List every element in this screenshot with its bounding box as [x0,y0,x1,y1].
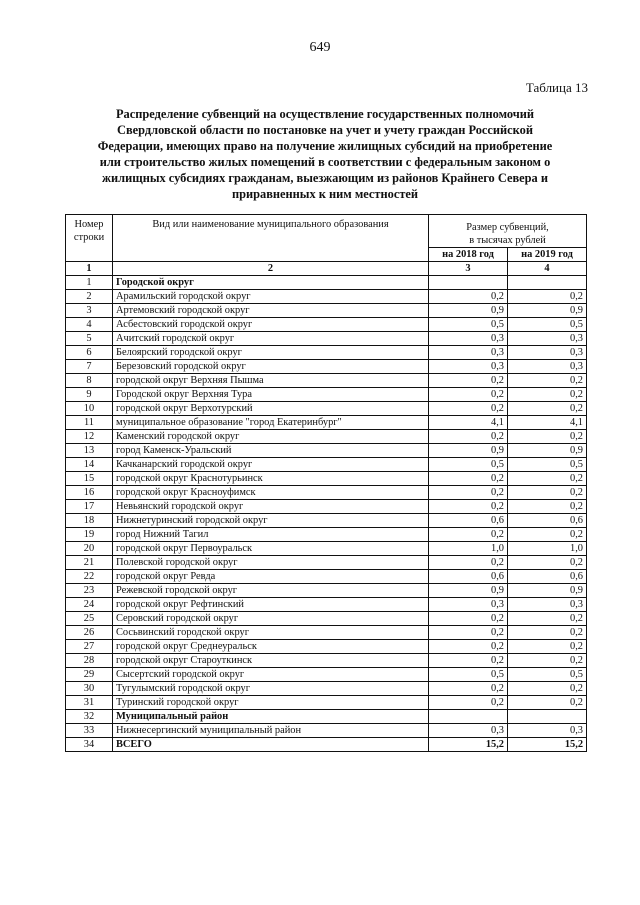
row-number-cell: 25 [66,612,113,626]
value-2019-cell: 0,2 [508,556,587,570]
title-line: Свердловской области по постановке на учет и учету граждан Российской [117,123,533,137]
column-index-3: 3 [429,262,508,276]
row-number-cell: 17 [66,500,113,514]
value-2019-cell: 0,2 [508,612,587,626]
municipality-name-cell: Нижнесергинский муниципальный район [113,724,429,738]
title-line: приравненных к ним местностей [231,187,419,201]
value-2018-cell: 0,9 [429,584,508,598]
municipality-name-cell: Муниципальный район [113,710,429,724]
table-row [66,374,587,388]
value-2019-cell: 0,9 [508,304,587,318]
value-2018-cell: 0,2 [429,696,508,710]
value-2019-cell: 0,3 [508,346,587,360]
value-2019-cell: 0,2 [508,682,587,696]
value-2019-cell: 0,2 [508,374,587,388]
value-2018-cell: 0,3 [429,598,508,612]
row-number-cell: 21 [66,556,113,570]
table-label: Таблица 13 [525,80,588,95]
municipality-name-cell: городской округ Староуткинск [113,654,429,668]
value-2018-cell: 0,2 [429,500,508,514]
value-2019-cell: 0,5 [508,318,587,332]
header-name: Вид или наименование муниципального образования [113,215,429,262]
row-number-cell: 19 [66,528,113,542]
value-2019-cell: 0,5 [508,668,587,682]
municipality-name-cell: Городской округ [113,276,429,290]
row-number-cell: 14 [66,458,113,472]
row-number-cell: 13 [66,444,113,458]
table-row [66,598,587,612]
row-number-cell: 29 [66,668,113,682]
value-2018-cell: 0,2 [429,472,508,486]
table-row [66,696,587,710]
row-number-cell: 2 [66,290,113,304]
row-number-cell: 26 [66,626,113,640]
table-row [66,738,587,752]
municipality-name-cell: Сосьвинский городской округ [113,626,429,640]
table-row [66,626,587,640]
value-2019-cell: 0,3 [508,360,587,374]
value-2018-cell: 0,9 [429,304,508,318]
row-number-cell: 16 [66,486,113,500]
value-2019-cell [508,710,587,724]
table-body [66,276,587,752]
value-2018-cell: 0,6 [429,570,508,584]
municipality-name-cell: городской округ Первоуральск [113,542,429,556]
table-row [66,710,587,724]
table-row [66,556,587,570]
title-line: или строительство жилых помещений в соответствии с федеральным законом о [99,155,551,169]
municipality-name-cell: Сысертский городской округ [113,668,429,682]
row-number-cell: 11 [66,416,113,430]
header-year-2018: на 2018 год [429,248,508,262]
value-2019-cell: 0,2 [508,626,587,640]
table-row [66,430,587,444]
value-2018-cell: 0,5 [429,458,508,472]
title-line: жилищных субсидиях гражданам, выезжающим из районов Крайнего Севера и [102,171,548,185]
value-2018-cell: 0,3 [429,360,508,374]
subsidy-table [65,214,587,752]
column-index-2: 2 [113,262,429,276]
value-2018-cell: 4,1 [429,416,508,430]
value-2018-cell: 1,0 [429,542,508,556]
value-2019-cell: 0,2 [508,388,587,402]
table-row [66,318,587,332]
value-2018-cell: 0,5 [429,318,508,332]
header-row-number-line1: Номер [74,219,104,230]
value-2018-cell: 0,9 [429,444,508,458]
row-number-cell: 4 [66,318,113,332]
value-2018-cell: 0,2 [429,402,508,416]
header-row-number-line2: строки [73,232,105,243]
value-2019-cell [508,276,587,290]
value-2019-cell: 0,2 [508,654,587,668]
table-row [66,416,587,430]
value-2019-cell: 0,2 [508,290,587,304]
municipality-name-cell: Качканарский городской округ [113,458,429,472]
title-line: Федерации, имеющих право на получение жилищных субсидий на приобретение [97,139,553,153]
table-row [66,444,587,458]
municipality-name-cell: городской округ Красноуфимск [113,486,429,500]
table-row [66,584,587,598]
column-index-1: 1 [66,262,113,276]
row-number-cell: 1 [66,276,113,290]
value-2018-cell: 15,2 [429,738,508,752]
value-2018-cell: 0,2 [429,374,508,388]
municipality-name-cell: городской округ Краснотурьинск [113,472,429,486]
municipality-name-cell: муниципальное образование "город Екатеринбург" [113,416,429,430]
municipality-name-cell: Режевской городской округ [113,584,429,598]
municipality-name-cell: город Каменск-Уральский [113,444,429,458]
value-2018-cell: 0,6 [429,514,508,528]
row-number-cell: 10 [66,402,113,416]
row-number-cell: 9 [66,388,113,402]
row-number-cell: 20 [66,542,113,556]
table-row [66,724,587,738]
municipality-name-cell: Туринский городской округ [113,696,429,710]
municipality-name-cell: городской округ Рефтинский [113,598,429,612]
table-row [66,388,587,402]
municipality-name-cell: Артемовский городской округ [113,304,429,318]
municipality-name-cell: городской округ Верхотурский [113,402,429,416]
value-2018-cell: 0,2 [429,388,508,402]
value-2018-cell: 0,3 [429,346,508,360]
value-2019-cell: 0,2 [508,402,587,416]
table-row [66,458,587,472]
table-row [66,304,587,318]
value-2019-cell: 0,6 [508,570,587,584]
value-2019-cell: 0,2 [508,472,587,486]
row-number-cell: 34 [66,738,113,752]
value-2019-cell: 0,9 [508,444,587,458]
column-index-4: 4 [508,262,587,276]
table-row [66,332,587,346]
value-2019-cell: 0,2 [508,430,587,444]
row-number-cell: 23 [66,584,113,598]
value-2018-cell: 0,2 [429,430,508,444]
municipality-name-cell: Арамильский городской округ [113,290,429,304]
row-number-cell: 18 [66,514,113,528]
row-number-cell: 15 [66,472,113,486]
value-2019-cell: 0,2 [508,500,587,514]
value-2018-cell: 0,2 [429,640,508,654]
municipality-name-cell: Березовский городской округ [113,360,429,374]
table-row [66,640,587,654]
value-2019-cell: 4,1 [508,416,587,430]
municipality-name-cell: Полевской городской округ [113,556,429,570]
value-2018-cell: 0,2 [429,486,508,500]
row-number-cell: 6 [66,346,113,360]
municipality-name-cell: город Нижний Тагил [113,528,429,542]
table-row [66,682,587,696]
value-2018-cell: 0,2 [429,612,508,626]
table-row [66,402,587,416]
header-subsidy-size-line2: в тысячах рублей [469,235,546,246]
table-row [66,290,587,304]
value-2018-cell: 0,2 [429,682,508,696]
row-number-cell: 27 [66,640,113,654]
value-2018-cell: 0,2 [429,654,508,668]
municipality-name-cell: Нижнетуринский городской округ [113,514,429,528]
row-number-cell: 33 [66,724,113,738]
value-2019-cell: 0,3 [508,724,587,738]
municipality-name-cell: городской округ Верхняя Пышма [113,374,429,388]
table-row [66,486,587,500]
table-row [66,528,587,542]
value-2018-cell: 0,2 [429,626,508,640]
municipality-name-cell: Серовский городской округ [113,612,429,626]
value-2018-cell: 0,2 [429,290,508,304]
municipality-name-cell: Асбестовский городской округ [113,318,429,332]
value-2019-cell: 0,9 [508,584,587,598]
row-number-cell: 12 [66,430,113,444]
municipality-name-cell: Городской округ Верхняя Тура [113,388,429,402]
table-row [66,570,587,584]
value-2018-cell: 0,3 [429,724,508,738]
table-row [66,276,587,290]
table-row [66,346,587,360]
header-year-2019: на 2019 год [508,248,587,262]
header-subsidy-size-line1: Размер субвенций, [466,222,549,233]
row-number-cell: 28 [66,654,113,668]
value-2019-cell: 1,0 [508,542,587,556]
value-2019-cell: 0,2 [508,528,587,542]
table-row [66,654,587,668]
value-2018-cell [429,710,508,724]
municipality-name-cell: Каменский городской округ [113,430,429,444]
value-2018-cell: 0,2 [429,556,508,570]
row-number-cell: 7 [66,360,113,374]
table-row [66,472,587,486]
document-title [80,106,570,202]
value-2019-cell: 0,3 [508,332,587,346]
value-2019-cell: 0,2 [508,640,587,654]
row-number-cell: 32 [66,710,113,724]
value-2018-cell [429,276,508,290]
table-row [66,612,587,626]
row-number-cell: 24 [66,598,113,612]
value-2019-cell: 0,3 [508,598,587,612]
row-number-cell: 5 [66,332,113,346]
municipality-name-cell: ВСЕГО [113,738,429,752]
page-number: 649 [309,40,331,55]
row-number-cell: 3 [66,304,113,318]
value-2018-cell: 0,2 [429,528,508,542]
value-2019-cell: 0,5 [508,458,587,472]
row-number-cell: 30 [66,682,113,696]
municipality-name-cell: Ачитский городской округ [113,332,429,346]
header-subsidy-size [429,215,587,248]
municipality-name-cell: Невьянский городской округ [113,500,429,514]
value-2018-cell: 0,3 [429,332,508,346]
value-2019-cell: 15,2 [508,738,587,752]
value-2019-cell: 0,6 [508,514,587,528]
table-row [66,668,587,682]
municipality-name-cell: Белоярский городской округ [113,346,429,360]
row-number-cell: 22 [66,570,113,584]
municipality-name-cell: Тугулымский городской округ [113,682,429,696]
table-row [66,514,587,528]
value-2019-cell: 0,2 [508,486,587,500]
title-line: Распределение субвенций на осуществление государственных полномочий [115,107,535,121]
header-row-number [66,215,113,262]
table-row [66,542,587,556]
value-2019-cell: 0,2 [508,696,587,710]
row-number-cell: 31 [66,696,113,710]
value-2018-cell: 0,5 [429,668,508,682]
municipality-name-cell: городской округ Ревда [113,570,429,584]
table-row [66,360,587,374]
municipality-name-cell: городской округ Среднеуральск [113,640,429,654]
row-number-cell: 8 [66,374,113,388]
table-row [66,500,587,514]
